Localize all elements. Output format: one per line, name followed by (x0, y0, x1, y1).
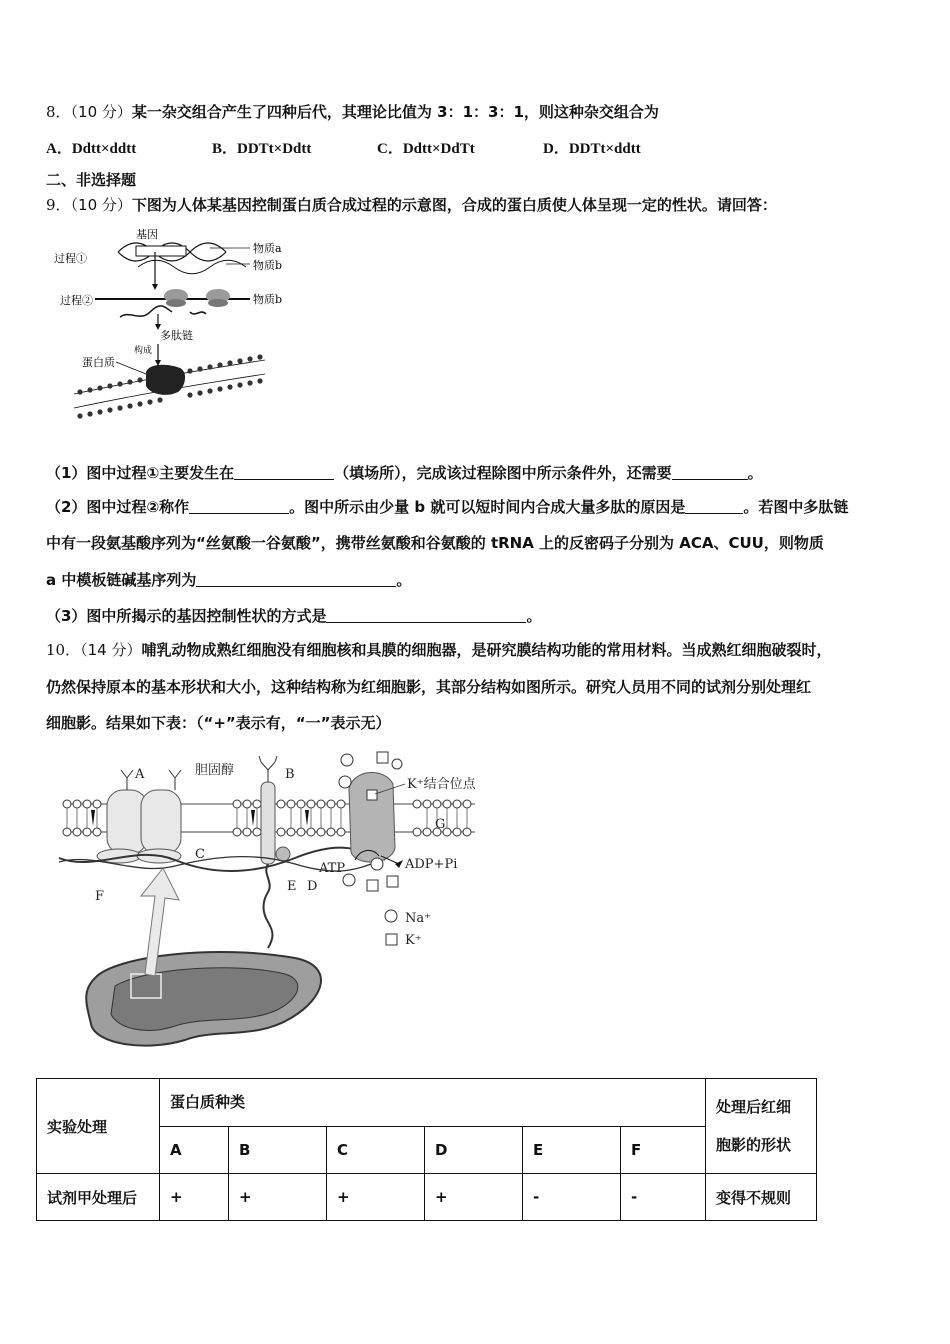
svg-text:ADP+Pi: ADP+Pi (405, 857, 458, 872)
svg-text:C: C (195, 847, 205, 862)
svg-text:ATP: ATP (319, 861, 346, 876)
q9-sub2-line2: 中有一段氨基酸序列为“丝氨酸一谷氨酸”，携带丝氨酸和谷氨酸的 tRNA 上的反密码子分别为 ACA、CUU，则物质 (46, 534, 824, 552)
q9-sub3: （3）图中所揭示的基因控制性状的方式是 。 (46, 607, 542, 625)
svg-text:D: D (307, 879, 318, 894)
q9-sub1: （1）图中过程①主要发生在 （填场所），完成该过程除图中所示条件外，还需要 。 (46, 464, 763, 482)
cell-shape: 变得不规则 (706, 1174, 817, 1221)
q9-stem: 9．（10 分）下图为人体某基因控制蛋白质合成过程的示意图，合成的蛋白质使人体呈现一定的性状。请回答： (46, 196, 777, 214)
svg-text:Na⁺: Na⁺ (405, 911, 431, 926)
protein-col-d: D (425, 1127, 523, 1174)
q9-blank-5[interactable] (196, 570, 396, 587)
svg-text:物质b: 物质b (253, 259, 283, 272)
table-header-shape: 处理后红细 胞影的形状 (706, 1079, 817, 1174)
cell-d: + (425, 1174, 523, 1221)
svg-text:K⁺: K⁺ (405, 933, 422, 948)
svg-text:物质b: 物质b (253, 293, 283, 306)
q9-blank-3[interactable] (189, 497, 289, 514)
svg-text:过程①: 过程① (54, 252, 87, 265)
q9-blank-1[interactable] (234, 463, 334, 480)
q8-stem: 8．（10 分）某一杂交组合产生了四种后代，其理论比值为 3：1：3：1，则这种杂交组合为 (46, 103, 659, 121)
q8-option-b: B．DDTt×Ddtt (212, 141, 312, 157)
gene-expression-figure (50, 222, 330, 427)
svg-text:基因: 基因 (136, 228, 158, 241)
red-cell-ghost-figure (55, 748, 515, 1058)
svg-text:物质a: 物质a (253, 242, 282, 255)
row-label: 试剂甲处理后 (37, 1174, 160, 1221)
svg-text:K⁺结合位点: K⁺结合位点 (407, 777, 476, 792)
svg-text:胆固醇: 胆固醇 (195, 763, 235, 778)
q9-blank-2[interactable] (672, 463, 748, 480)
q8-option-a: A．Ddtt×ddtt (46, 141, 137, 157)
cell-b: + (229, 1174, 327, 1221)
section-heading: 二、非选择题 (46, 171, 137, 189)
table-row (37, 1174, 817, 1221)
cell-c: + (327, 1174, 425, 1221)
q9-sub2-line3: a 中模板链碱基序列为 。 (46, 571, 412, 589)
q10-stem-1: 10．（14 分）哺乳动物成熟红细胞没有细胞核和具膜的细胞器，是研究膜结构功能的常用材料。当成熟红细胞破裂时， (46, 641, 832, 659)
protein-col-b: B (229, 1127, 327, 1174)
svg-text:过程②: 过程② (60, 294, 93, 307)
cell-a: + (160, 1174, 229, 1221)
table-header-treatment: 实验处理 (37, 1079, 160, 1174)
q8-option-d: D．DDTt×ddtt (543, 141, 641, 157)
svg-text:F: F (95, 889, 105, 904)
q9-blank-6[interactable] (326, 606, 526, 623)
svg-text:多肽链: 多肽链 (160, 329, 193, 342)
svg-text:蛋白质: 蛋白质 (82, 356, 115, 369)
q9-blank-4[interactable] (685, 497, 743, 514)
table-header-protein: 蛋白质种类 (160, 1079, 706, 1127)
svg-text:构成: 构成 (134, 346, 153, 356)
protein-col-a: A (160, 1127, 229, 1174)
q8-option-c: C．Ddtt×DdTt (377, 141, 475, 157)
q9-sub2: （2）图中过程②称作 。图中所示由少量 b 就可以短时间内合成大量多肽的原因是 。若图中多肽链 (46, 498, 849, 516)
cell-f: - (621, 1174, 706, 1221)
svg-text:E: E (287, 879, 297, 894)
protein-col-c: C (327, 1127, 425, 1174)
result-table (36, 1078, 817, 1221)
protein-col-e: E (523, 1127, 621, 1174)
cell-e: - (523, 1174, 621, 1221)
svg-text:B: B (285, 767, 295, 782)
protein-col-f: F (621, 1127, 706, 1174)
svg-text:G: G (435, 817, 446, 832)
q10-stem-2: 仍然保持原本的基本形状和大小，这种结构称为红细胞影，其部分结构如图所示。研究人员用不同的试剂分别处理红 (46, 678, 812, 696)
q10-stem-3: 细胞影。结果如下表：（“+”表示有，“一”表示无） (46, 714, 391, 732)
svg-text:A: A (135, 767, 145, 782)
